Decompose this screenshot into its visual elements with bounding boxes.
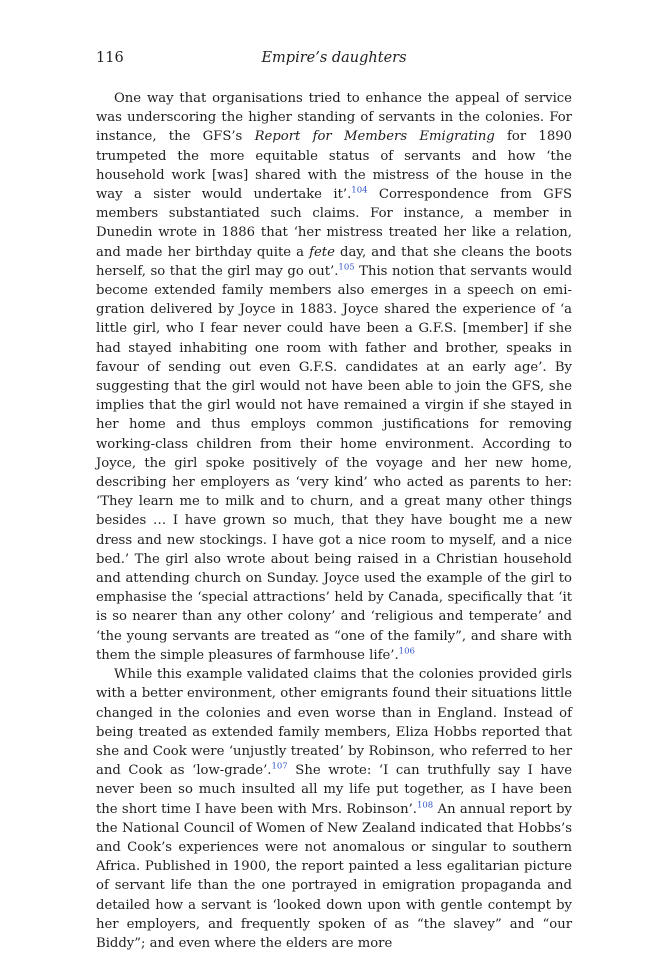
footnote-ref[interactable]: 108 bbox=[416, 800, 434, 811]
running-title: Empire’s daughters bbox=[261, 50, 407, 66]
text-run: While this example validated claims that the colonies provided girls with a better environment, other emigrants found their situations little changed in the colonies and even worse than in England. Instead of being treated as extended family members, Eliza Hobbs reported that she and Cook were ‘unjustly treated’ by Robinson, who referred to her and Cook as ‘low-grade’. bbox=[96, 667, 572, 779]
running-header bbox=[96, 50, 572, 70]
text-run: Correspondence from GFS members substantiated such claims. For instance, a member in Dunedin wrote in 1886 that ‘her mistress treated her like a relation, and made her birthday quite a bbox=[96, 187, 572, 260]
body-text bbox=[96, 89, 572, 953]
text-run: One way that organisations tried to enhance the appeal of service was underscoring the higher standing of servants in the colonies. For instance, the GFS’s bbox=[96, 91, 572, 145]
footnote-ref[interactable]: 107 bbox=[271, 761, 288, 772]
footnote-ref[interactable]: 104 bbox=[351, 185, 368, 196]
paragraph bbox=[96, 89, 572, 665]
page-number: 116 bbox=[96, 50, 124, 66]
text-run: for 1890 trumpeted the more equitable status of servants and how ‘the household work [was] shared with the mistress of the house in the way a sister would undertake it’. bbox=[96, 129, 572, 203]
text-run: This notion that servants would become extended family members also emerges in a speech on emigration delivered by Joyce in 1883. Joyce shared the experience of ‘a little girl, who I fear never could have been a G.F.S. [member] if she had stayed inhabiting one room with father and brother, speaks in favour of sending out even G.F.S. candidates at an early age’. By suggesting that the girl would not have been able to join the GFS, she implies that the girl would not have remained a virgin if she stayed in her home and thus employs common justifications for removing working-class children from their home environment. According to Joyce, the girl spoke positively of the voyage and her new home, describing her employers as ‘very kind’ who acted as parents to her: ‘They learn me to milk and to churn, and a great many other things besides … I have grown so much, that they have bought me a new dress and new stockings. I have got a nice room to myself, and a nice bed.’ The girl also wrote about being raised in a Christian household and attending church on Sunday. Joyce used the example of the girl to emphasise the ‘special attractions’ held by Canada, specifically that ‘it is so nearer than any other colony’ and ‘religious and temperate’ and ‘the young servants are treated as “one of the family”, and share with them the simple pleasures of farmhouse life’. bbox=[96, 263, 573, 663]
text-run: She wrote: ‘I can truthfully say I have never been so much insulted all my life put together, as I have been the short time I have been with Mrs. Robinson’. bbox=[96, 763, 573, 817]
italic-text: Report for Members Emigrating bbox=[254, 129, 495, 145]
footnote-ref[interactable]: 106 bbox=[398, 646, 415, 657]
footnote-ref[interactable]: 105 bbox=[338, 262, 355, 273]
text-run: day, and that she cleans the boots herself, so that the girl may go out’. bbox=[96, 244, 573, 279]
text-run: An annual report by the National Council of Women of New Zealand indicated that Hobbs’s and Cook’s experiences were not anomalous or singular to southern Africa. Published in 1900, the report painted a less egalitarian picture of servant life than the one portrayed in emigration propaganda and detailed how a servant is ‘looked down upon with gentle contempt by her employers, and frequently spoken of as “the slavey” and “our Biddy”; and even where the elders are more bbox=[96, 801, 572, 951]
paragraph bbox=[96, 665, 572, 953]
italic-text: fete bbox=[309, 244, 335, 260]
